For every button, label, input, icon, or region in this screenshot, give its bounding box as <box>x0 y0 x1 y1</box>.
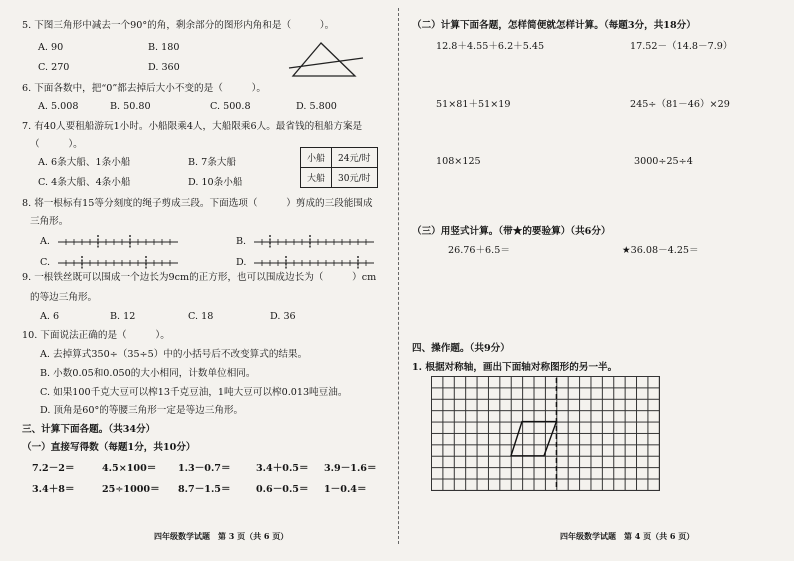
q5-stem: 5. 下图三角形中减去一个90°的角，剩余部分的图形内角和是（ ）。 <box>22 20 335 31</box>
q8-stem: 8. 将一根标有15等分刻度的绳子剪成三段。下面选项（ ）剪成的三段能围成 <box>22 198 373 209</box>
symmetry-figure <box>431 376 661 492</box>
rope-d <box>252 255 378 269</box>
q7-option-a[interactable]: A. 6条大船、1条小船 <box>38 157 131 168</box>
table-row <box>301 148 378 168</box>
calc-item: 3.4＋0.5＝ <box>256 463 309 474</box>
table-cell: 30元/时 <box>332 168 378 188</box>
q8-option-d[interactable]: D. <box>236 257 247 268</box>
calc-item: 3.4＋8＝ <box>32 484 75 495</box>
subsection-1-heading: （一）直接写得数（每题1分，共10分） <box>22 442 196 453</box>
q10-option-d[interactable]: D. 顶角是60°的等腰三角形一定是等边三角形。 <box>40 405 244 416</box>
q7-option-d[interactable]: D. 10条小船 <box>188 177 243 188</box>
q5-option-d[interactable]: D. 360 <box>148 62 180 73</box>
calc-item: 4.5×100＝ <box>102 463 157 474</box>
table-cell: 小船 <box>301 148 332 168</box>
q8-option-b[interactable]: B. <box>236 236 247 247</box>
q5-option-b[interactable]: B. 180 <box>148 42 180 53</box>
q6-option-d[interactable]: D. 5.800 <box>296 101 337 112</box>
vertical-calc: ★36.08－4.25＝ <box>622 245 699 256</box>
rope-b <box>252 234 378 248</box>
q8-option-c[interactable]: C. <box>40 257 51 268</box>
q6-option-c[interactable]: C. 500.8 <box>210 101 251 112</box>
q9-stem: 9. 一根铁丝既可以围成一个边长为9cm的正方形，也可以围成边长为（ ）cm <box>22 272 377 283</box>
q9-option-d[interactable]: D. 36 <box>270 311 296 322</box>
q10-stem: 10. 下面说法正确的是（ ）。 <box>22 330 170 341</box>
footer-page-4: 四年级数学试题 第 4 页（共 6 页） <box>560 531 695 541</box>
rope-c <box>56 255 182 269</box>
q9-stem-2: 的等边三角形。 <box>30 292 98 303</box>
table-row <box>301 168 378 188</box>
q7-stem-2: （ ）。 <box>30 139 83 150</box>
operation-q1: 1. 根据对称轴，画出下面轴对称图形的另一半。 <box>412 362 618 373</box>
q8-option-a[interactable]: A. <box>40 236 50 247</box>
vertical-calc: 26.76＋6.5＝ <box>448 245 510 256</box>
expression: 108×125 <box>436 156 481 167</box>
calc-item: 7.2－2＝ <box>32 463 75 474</box>
q6-option-b[interactable]: B. 50.80 <box>110 101 151 112</box>
q5-option-c[interactable]: C. 270 <box>38 62 70 73</box>
subsection-2-heading: （二）计算下面各题，怎样简便就怎样计算。（每题3分，共18分） <box>412 20 696 31</box>
q7-stem: 7. 有40人要租船游玩1小时。小船限乘4人，大船限乘6人。最省钱的租船方案是 <box>22 121 363 132</box>
q10-option-b[interactable]: B. 小数0.05和0.050的大小相同，计数单位相同。 <box>40 368 256 379</box>
q7-option-b[interactable]: B. 7条大船 <box>188 157 237 168</box>
calc-item: 3.9－1.6＝ <box>324 463 377 474</box>
expression: 12.8＋4.55＋6.2＋5.45 <box>436 41 545 52</box>
q9-option-b[interactable]: B. 12 <box>110 311 136 322</box>
calc-item: 0.6－0.5＝ <box>256 484 309 495</box>
triangle-figure <box>285 38 365 80</box>
q7-option-c[interactable]: C. 4条大船、4条小船 <box>38 177 131 188</box>
q10-option-a[interactable]: A. 去掉算式350÷（35÷5）中的小括号后不改变算式的结果。 <box>40 349 308 360</box>
q9-option-c[interactable]: C. 18 <box>188 311 214 322</box>
q8-stem-2: 三角形。 <box>30 216 69 227</box>
q9-option-a[interactable]: A. 6 <box>40 311 60 322</box>
expression: 51×81＋51×19 <box>436 99 511 110</box>
rope-a <box>56 234 182 248</box>
q5-option-a[interactable]: A. 90 <box>38 42 64 53</box>
footer-page-3: 四年级数学试题 第 3 页（共 6 页） <box>154 531 289 541</box>
section-4-heading: 四、操作题。（共9分） <box>412 343 510 354</box>
subsection-3-heading: （三）用竖式计算。（带★的要验算）（共6分） <box>412 226 611 237</box>
q6-stem: 6. 下面各数中，把“0”都去掉后大小不变的是（ ）。 <box>22 83 266 94</box>
calc-item: 8.7－1.5＝ <box>178 484 231 495</box>
page-divider <box>398 8 399 544</box>
expression: 3000÷25÷4 <box>634 156 693 167</box>
section-3-heading: 三、计算下面各题。（共34分） <box>22 424 156 435</box>
table-cell: 24元/时 <box>332 148 378 168</box>
calc-item: 1.3－0.7＝ <box>178 463 231 474</box>
expression: 245÷（81－46）×29 <box>630 99 730 110</box>
calc-item: 25÷1000＝ <box>102 484 160 495</box>
calc-item: 1－0.4＝ <box>324 484 367 495</box>
q6-option-a[interactable]: A. 5.008 <box>38 101 79 112</box>
q10-option-c[interactable]: C. 如果100千克大豆可以榨13千克豆油，1吨大豆可以榨0.013吨豆油。 <box>40 387 348 398</box>
expression: 17.52－（14.8－7.9） <box>630 41 733 52</box>
table-cell: 大船 <box>301 168 332 188</box>
boat-price-table <box>300 147 378 188</box>
